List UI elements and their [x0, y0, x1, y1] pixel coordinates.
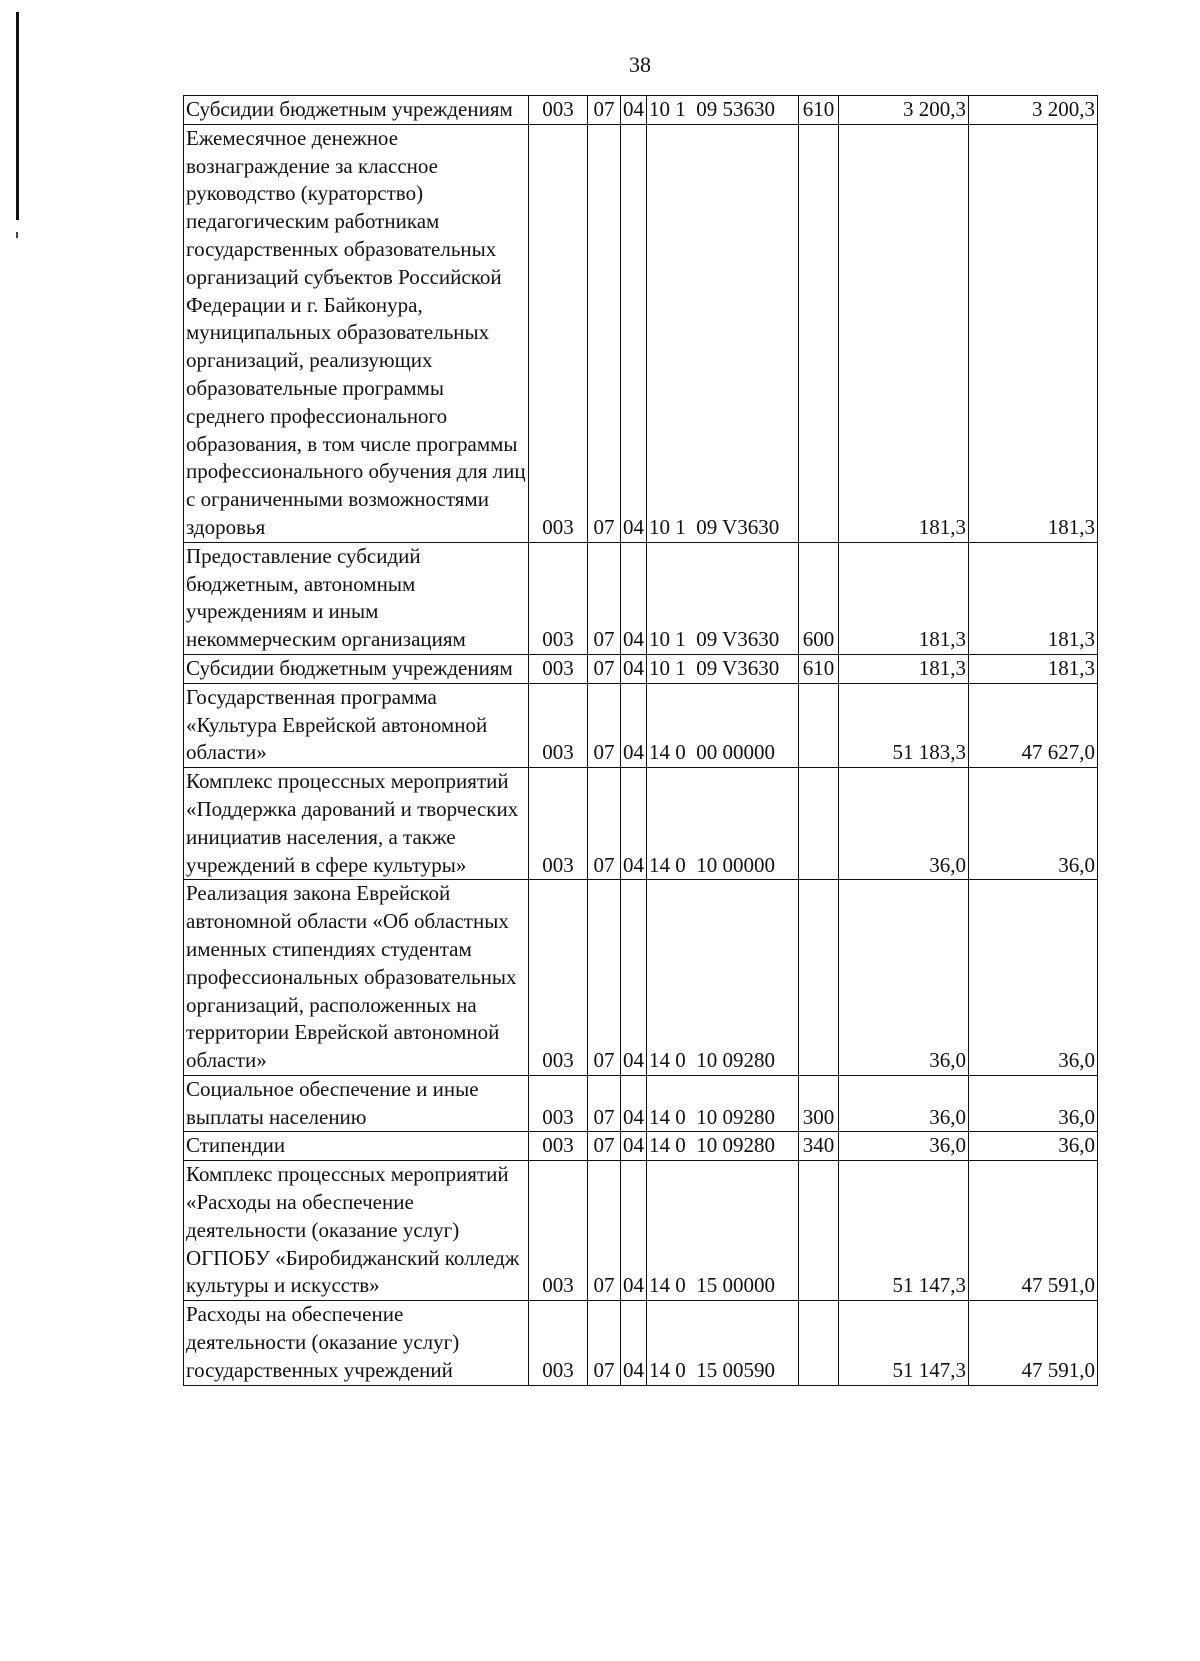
- section-code: 07: [588, 1301, 621, 1385]
- ministry-code: 003: [529, 1301, 588, 1385]
- target-article-code: 14 0 10 00000: [647, 768, 799, 880]
- subsection-code: 04: [621, 654, 647, 683]
- amount-second-year: 36,0: [969, 880, 1098, 1076]
- section-code: 07: [588, 683, 621, 767]
- ministry-code: 003: [529, 1132, 588, 1161]
- target-article-code: 14 0 10 09280: [647, 1075, 799, 1132]
- amount-second-year: 181,3: [969, 124, 1098, 542]
- ministry-code: 003: [529, 683, 588, 767]
- section-code: 07: [588, 124, 621, 542]
- subsection-code: 04: [621, 96, 647, 125]
- subsection-code: 04: [621, 542, 647, 654]
- row-name: Субсидии бюджетным учреждениям: [184, 654, 529, 683]
- ministry-code: 003: [529, 124, 588, 542]
- amount-first-year: 36,0: [839, 1132, 969, 1161]
- row-name: Предоставление субсидий бюджетным, автономным учреждениям и иным некоммерческим организациям: [184, 542, 529, 654]
- budget-table: [183, 95, 1098, 1386]
- amount-first-year: 51 183,3: [839, 683, 969, 767]
- subsection-code: 04: [621, 124, 647, 542]
- amount-first-year: 181,3: [839, 124, 969, 542]
- table-row: [184, 1301, 1098, 1385]
- expense-type-code: 340: [799, 1132, 839, 1161]
- row-name: Субсидии бюджетным учреждениям: [184, 96, 529, 125]
- row-name: Реализация закона Еврейской автономной области «Об областных именных стипендиях студентам профессиональных образовательных организаций, расположенных на территории Еврейской автономной области»: [184, 880, 529, 1076]
- table-row: [184, 1075, 1098, 1132]
- amount-first-year: 3 200,3: [839, 96, 969, 125]
- amount-second-year: 47 591,0: [969, 1161, 1098, 1301]
- expense-type-code: [799, 768, 839, 880]
- target-article-code: 14 0 10 09280: [647, 1132, 799, 1161]
- expense-type-code: 610: [799, 654, 839, 683]
- section-code: 07: [588, 1161, 621, 1301]
- row-name: Комплекс процессных мероприятий «Поддержка дарований и творческих инициатив населения, а также учреждений в сфере культуры»: [184, 768, 529, 880]
- page-number: 38: [629, 52, 651, 77]
- table-row: [184, 880, 1098, 1076]
- amount-first-year: 181,3: [839, 542, 969, 654]
- table-row: [184, 1132, 1098, 1161]
- amount-first-year: 181,3: [839, 654, 969, 683]
- amount-second-year: 181,3: [969, 654, 1098, 683]
- row-name: Стипендии: [184, 1132, 529, 1161]
- expense-type-code: [799, 1161, 839, 1301]
- amount-second-year: 36,0: [969, 768, 1098, 880]
- amount-first-year: 51 147,3: [839, 1301, 969, 1385]
- table-row: [184, 1161, 1098, 1301]
- amount-second-year: 181,3: [969, 542, 1098, 654]
- amount-first-year: 36,0: [839, 880, 969, 1076]
- section-code: 07: [588, 96, 621, 125]
- subsection-code: 04: [621, 768, 647, 880]
- target-article-code: 14 0 15 00000: [647, 1161, 799, 1301]
- target-article-code: 14 0 10 09280: [647, 880, 799, 1076]
- target-article-code: 10 1 09 53630: [647, 96, 799, 125]
- ministry-code: 003: [529, 542, 588, 654]
- expense-type-code: [799, 1301, 839, 1385]
- table-row: [184, 683, 1098, 767]
- scan-speck: [16, 232, 18, 238]
- ministry-code: 003: [529, 654, 588, 683]
- subsection-code: 04: [621, 1161, 647, 1301]
- table-row: [184, 768, 1098, 880]
- subsection-code: 04: [621, 683, 647, 767]
- amount-first-year: 51 147,3: [839, 1161, 969, 1301]
- expense-type-code: 600: [799, 542, 839, 654]
- expense-type-code: [799, 124, 839, 542]
- section-code: 07: [588, 880, 621, 1076]
- ministry-code: 003: [529, 1075, 588, 1132]
- table-row: [184, 124, 1098, 542]
- section-code: 07: [588, 1075, 621, 1132]
- amount-second-year: 3 200,3: [969, 96, 1098, 125]
- subsection-code: 04: [621, 1075, 647, 1132]
- table-row: [184, 654, 1098, 683]
- row-name: Расходы на обеспечение деятельности (оказание услуг) государственных учреждений: [184, 1301, 529, 1385]
- amount-first-year: 36,0: [839, 1075, 969, 1132]
- table-row: [184, 542, 1098, 654]
- section-code: 07: [588, 654, 621, 683]
- ministry-code: 003: [529, 880, 588, 1076]
- target-article-code: 10 1 09 V3630: [647, 124, 799, 542]
- row-name: Ежемесячное денежное вознаграждение за классное руководство (кураторство) педагогическим работникам государственных образовательных организаций субъектов Российской Федерации и г. Байконура, муниципальных образовательных организаций, реализующих образовательные программы среднего профессионального образования, в том числе программы профессионального обучения для лиц с ограниченными возможностями здоровья: [184, 124, 529, 542]
- subsection-code: 04: [621, 880, 647, 1076]
- subsection-code: 04: [621, 1132, 647, 1161]
- ministry-code: 003: [529, 768, 588, 880]
- subsection-code: 04: [621, 1301, 647, 1385]
- amount-first-year: 36,0: [839, 768, 969, 880]
- amount-second-year: 36,0: [969, 1132, 1098, 1161]
- amount-second-year: 36,0: [969, 1075, 1098, 1132]
- amount-second-year: 47 591,0: [969, 1301, 1098, 1385]
- scan-edge-mark: [16, 12, 19, 220]
- expense-type-code: [799, 880, 839, 1076]
- expense-type-code: 300: [799, 1075, 839, 1132]
- section-code: 07: [588, 542, 621, 654]
- row-name: Государственная программа «Культура Еврейской автономной области»: [184, 683, 529, 767]
- expense-type-code: [799, 683, 839, 767]
- section-code: 07: [588, 768, 621, 880]
- amount-second-year: 47 627,0: [969, 683, 1098, 767]
- target-article-code: 10 1 09 V3630: [647, 542, 799, 654]
- target-article-code: 14 0 00 00000: [647, 683, 799, 767]
- target-article-code: 14 0 15 00590: [647, 1301, 799, 1385]
- target-article-code: 10 1 09 V3630: [647, 654, 799, 683]
- ministry-code: 003: [529, 96, 588, 125]
- table-row: [184, 96, 1098, 125]
- row-name: Социальное обеспечение и иные выплаты населению: [184, 1075, 529, 1132]
- row-name: Комплекс процессных мероприятий «Расходы на обеспечение деятельности (оказание услуг) ОГПОБУ «Биробиджанский колледж культуры и искусств»: [184, 1161, 529, 1301]
- expense-type-code: 610: [799, 96, 839, 125]
- section-code: 07: [588, 1132, 621, 1161]
- ministry-code: 003: [529, 1161, 588, 1301]
